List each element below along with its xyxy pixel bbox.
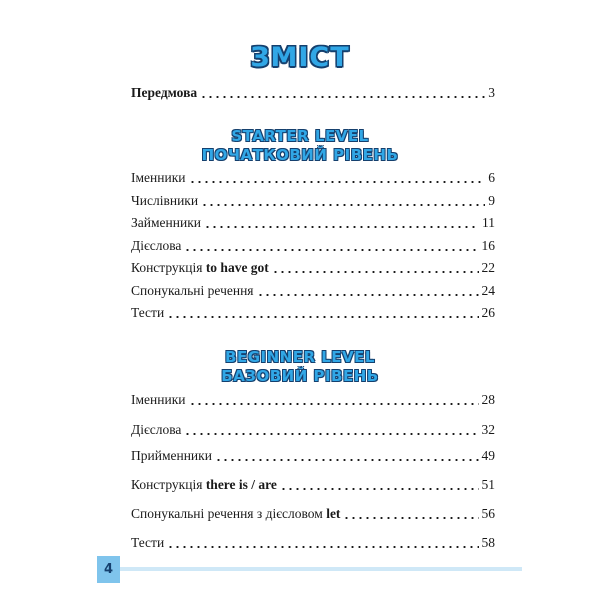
toc-label-text: Конструкція [131, 477, 206, 492]
toc-page-number: 9 [488, 193, 495, 208]
toc-page-number: 32 [481, 422, 495, 437]
dot-leader [167, 546, 478, 548]
toc-page-number: 26 [481, 305, 495, 320]
toc-label: Числівники [131, 193, 199, 208]
section-heading-ua: ПОЧАТКОВИЙ РІВЕНЬ [201, 146, 399, 164]
toc-row[interactable] [131, 534, 495, 552]
page-title: ЗМІСТ [250, 42, 350, 73]
toc-page-number: 28 [481, 392, 495, 407]
toc-row[interactable] [131, 282, 495, 300]
toc-label: Іменники [131, 170, 186, 185]
dot-leader [189, 181, 486, 183]
toc-label-text: Конструкція [131, 260, 206, 275]
toc-label: Іменники [131, 392, 186, 407]
dot-leader [215, 459, 479, 461]
toc-label [131, 476, 277, 494]
toc-label [131, 259, 269, 277]
dot-leader [184, 433, 478, 435]
dot-leader [184, 249, 478, 251]
toc-page-number: 56 [481, 506, 495, 521]
toc-row[interactable] [131, 447, 495, 465]
toc-page-number: 22 [481, 260, 495, 275]
toc-label-english-term: let [326, 506, 341, 521]
toc-page-number: 24 [481, 283, 495, 298]
toc-page-number: 16 [481, 238, 495, 253]
section-heading-en: BEGINNER LEVEL [225, 348, 375, 366]
toc-row[interactable] [131, 237, 495, 255]
toc-page-number: 3 [488, 85, 495, 100]
toc-row[interactable] [131, 476, 495, 494]
toc-label: Передмова [131, 85, 198, 100]
toc-label-english-term: to have got [205, 260, 269, 275]
toc-row[interactable] [131, 304, 495, 322]
toc-row[interactable] [131, 421, 495, 439]
toc-page-number: 51 [481, 477, 495, 492]
toc-label: Тести [131, 305, 165, 320]
toc-label [131, 505, 340, 523]
toc-row[interactable] [131, 505, 495, 523]
toc-row[interactable] [131, 169, 495, 187]
toc-label: Займенники [131, 215, 201, 230]
toc-row[interactable] [131, 259, 495, 277]
section-heading-en: STARTER LEVEL [231, 127, 369, 145]
toc-page-number: 58 [481, 535, 495, 550]
toc-label: Дієслова [131, 238, 182, 253]
toc-page-number: 6 [488, 170, 495, 185]
dot-leader [272, 271, 479, 273]
toc-label: Дієслова [131, 422, 182, 437]
toc-row-intro[interactable] [131, 84, 495, 102]
section-heading-starter [0, 127, 600, 165]
dot-leader [280, 488, 479, 490]
section-heading-beginner [0, 348, 600, 386]
toc-row[interactable] [131, 214, 495, 232]
toc-row[interactable] [131, 192, 495, 210]
dot-leader [167, 316, 478, 318]
toc-label: Тести [131, 535, 165, 550]
toc-label-text: Спонукальні речення з дієсловом [131, 506, 327, 521]
toc-page-number: 11 [482, 215, 495, 230]
toc-row[interactable] [131, 391, 495, 409]
dot-leader [201, 204, 485, 206]
section-heading-ua: БАЗОВИЙ РІВЕНЬ [221, 367, 379, 385]
page-number: 4 [103, 562, 114, 577]
dot-leader [189, 403, 479, 405]
dot-leader [343, 517, 478, 519]
page-number-badge [97, 556, 120, 583]
toc-label: Прийменники [131, 448, 212, 463]
dot-leader [204, 226, 479, 228]
dot-leader [200, 96, 485, 98]
toc-label-english-term: there is / are [205, 477, 277, 492]
toc-label: Спонукальні речення [131, 283, 254, 298]
footer-rule [120, 567, 522, 571]
dot-leader [257, 294, 479, 296]
toc-page-number: 49 [481, 448, 495, 463]
